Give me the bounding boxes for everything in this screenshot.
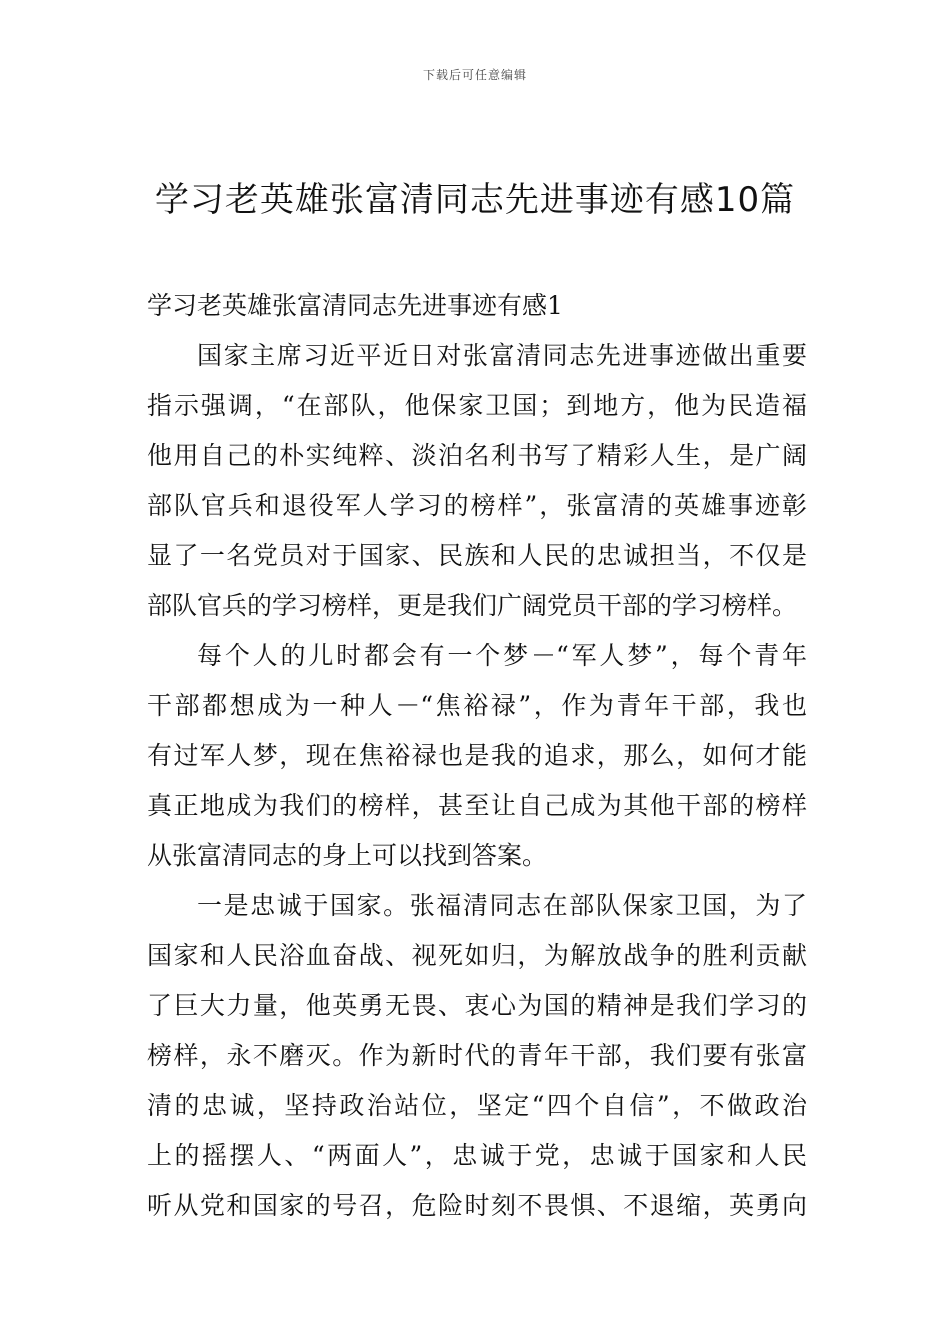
text-line: 干部都想成为一种人－“焦裕禄”，作为青年干部，我也 <box>147 691 807 720</box>
section-heading: 学习老英雄张富清同志先进事迹有感1 <box>147 291 563 320</box>
paragraph-1 <box>147 331 807 631</box>
document-title: 学习老英雄张富清同志先进事迹有感10篇 <box>154 180 796 220</box>
text-line: 他用自己的朴实纯粹、淡泊名利书写了精彩人生，是广阔 <box>147 441 807 470</box>
text-line: 国家和人民浴血奋战、视死如归，为解放战争的胜利贡献 <box>147 941 807 970</box>
text-line: 榜样，永不磨灭。作为新时代的青年干部，我们要有张富 <box>147 1041 807 1070</box>
text-line: 真正地成为我们的榜样，甚至让自己成为其他干部的榜样 <box>147 791 807 820</box>
text-line: 上的摇摆人、“两面人”，忠诚于党，忠诚于国家和人民 <box>147 1141 807 1170</box>
text-line: 每个人的儿时都会有一个梦－“军人梦”，每个青年 <box>197 641 807 670</box>
header-note: 下载后可任意编辑 <box>422 68 527 82</box>
text-line: 有过军人梦，现在焦裕禄也是我的追求，那么，如何才能 <box>147 741 807 770</box>
text-line: 听从党和国家的号召，危险时刻不畏惧、不退缩，英勇向 <box>147 1191 807 1220</box>
text-line: 从张富清同志的身上可以找到答案。 <box>147 841 548 870</box>
text-line: 了巨大力量，他英勇无畏、衷心为国的精神是我们学习的 <box>147 991 807 1020</box>
paragraph-3 <box>147 881 807 1231</box>
text-line: 部队官兵和退役军人学习的榜样”，张富清的英雄事迹彰 <box>147 491 807 520</box>
text-line: 部队官兵的学习榜样，更是我们广阔党员干部的学习榜样。 <box>147 591 798 620</box>
text-line: 指示强调，“在部队，他保家卫国；到地方，他为民造福 <box>147 391 807 420</box>
text-line: 显了一名党员对于国家、民族和人民的忠诚担当，不仅是 <box>147 541 807 570</box>
text-line: 国家主席习近平近日对张富清同志先进事迹做出重要 <box>197 341 807 370</box>
text-line: 清的忠诚，坚持政治站位，坚定“四个自信”，不做政治 <box>147 1091 807 1120</box>
paragraph-2 <box>147 631 807 881</box>
document-body <box>147 281 807 1231</box>
text-line: 一是忠诚于国家。张福清同志在部队保家卫国，为了 <box>197 891 807 920</box>
